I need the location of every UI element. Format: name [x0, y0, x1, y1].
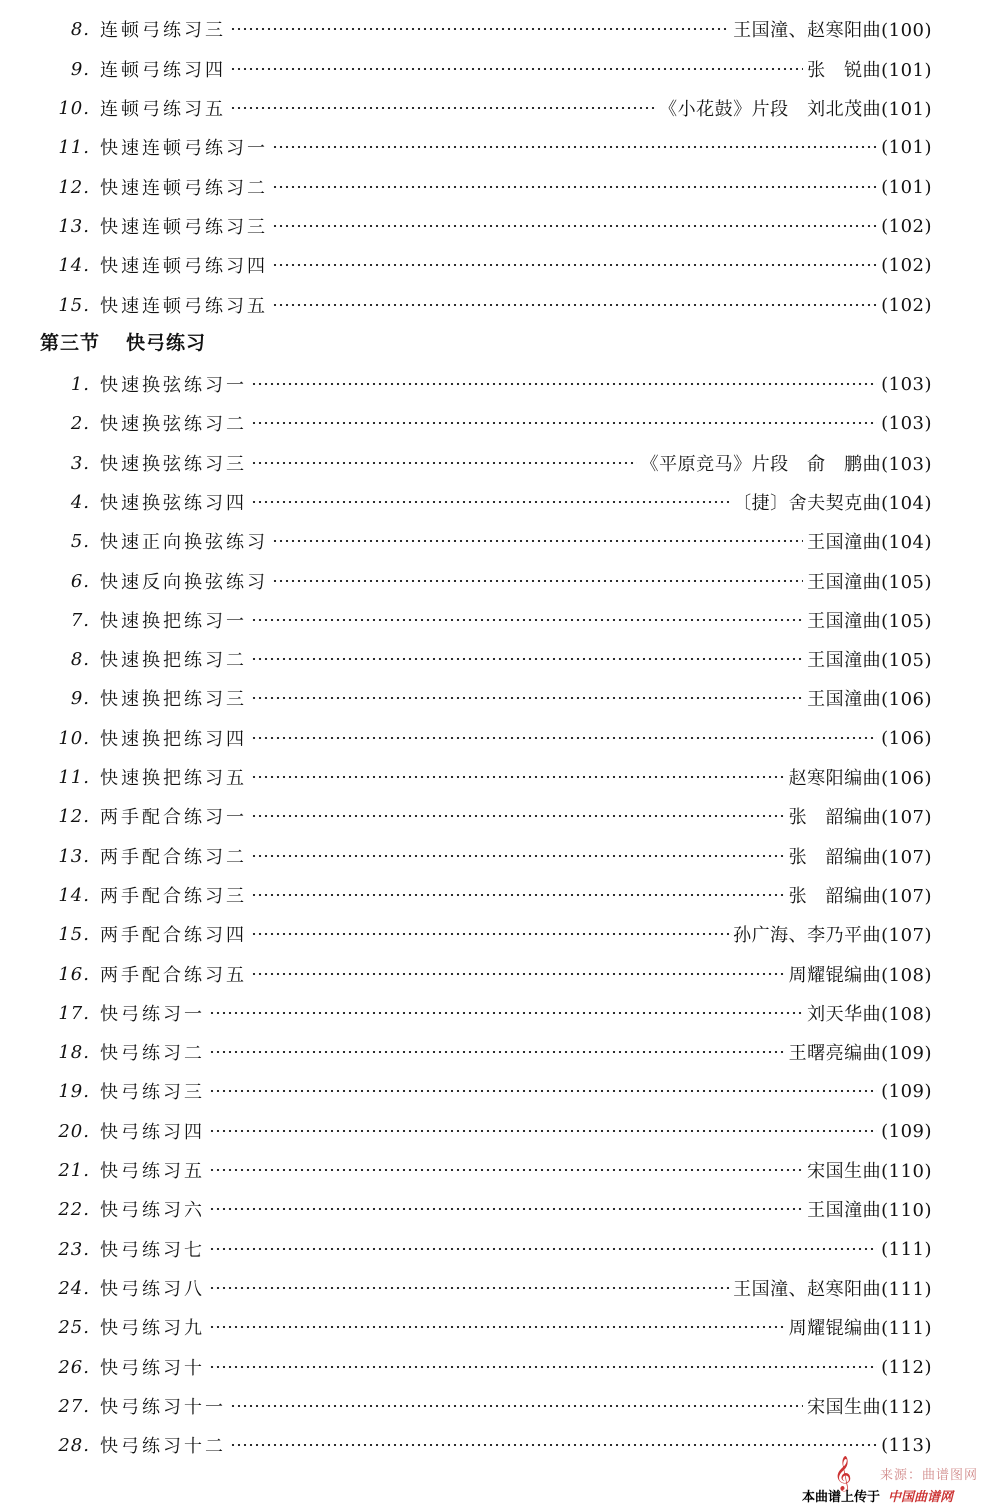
- entry-composer-page: 周耀锟编曲(108): [788, 965, 932, 986]
- entry-number: 27.: [58, 1395, 90, 1417]
- leader-dots: [251, 737, 877, 739]
- entry-title: 快速换弦练习三: [100, 454, 247, 475]
- toc-entry[interactable]: [0, 487, 992, 517]
- entry-number: 16.: [58, 963, 90, 985]
- leader-dots: [272, 186, 877, 188]
- toc-entry[interactable]: [0, 408, 992, 438]
- section-title: 快弓练习: [126, 332, 207, 354]
- entry-title: 两手配合练习一: [100, 807, 247, 828]
- leader-dots: [251, 697, 803, 699]
- entry-title: 连顿弓练习五: [100, 99, 226, 120]
- entry-composer-page: (112): [881, 1356, 932, 1378]
- entry-title: 快速换弦练习二: [100, 414, 247, 435]
- entry-title: 快速换把练习二: [100, 650, 247, 671]
- toc-entry[interactable]: [0, 880, 992, 910]
- entry-composer-page: 王国潼曲(106): [807, 689, 932, 710]
- entry-number: 12.: [58, 176, 90, 198]
- toc-entry[interactable]: [0, 1352, 992, 1382]
- leader-dots: [272, 146, 877, 148]
- leader-dots: [209, 1208, 803, 1210]
- entry-title: 快速连顿弓练习二: [100, 178, 268, 199]
- entry-title: 两手配合练习三: [100, 886, 247, 907]
- entry-number: 8.: [70, 648, 90, 670]
- entry-number: 9.: [70, 687, 90, 709]
- entry-composer-page: 周耀锟编曲(111): [788, 1318, 932, 1339]
- entry-number: 23.: [58, 1238, 90, 1260]
- entry-title: 快弓练习三: [100, 1082, 205, 1103]
- entry-number: 11.: [58, 136, 90, 158]
- leader-dots: [251, 933, 729, 935]
- entry-composer-page: 王国潼曲(104): [807, 532, 932, 553]
- leader-dots: [272, 580, 803, 582]
- entry-number: 18.: [58, 1041, 90, 1063]
- entry-title: 连顿弓练习四: [100, 60, 226, 81]
- entry-number: 28.: [58, 1434, 90, 1456]
- entry-composer-page: 张 锐曲(101): [807, 60, 932, 81]
- entry-composer-page: 张 韶编曲(107): [788, 847, 932, 868]
- entry-title: 快弓练习四: [100, 1122, 205, 1143]
- entry-composer-page: (113): [881, 1434, 932, 1456]
- entry-composer-page: 王国潼曲(110): [807, 1200, 932, 1221]
- entry-title: 快弓练习五: [100, 1161, 205, 1182]
- entry-composer-page: 宋国生曲(112): [807, 1397, 932, 1418]
- entry-composer-page: 王国潼、赵寒阳曲(100): [733, 20, 932, 41]
- entry-composer-page: 王曙亮编曲(109): [788, 1043, 932, 1064]
- entry-number: 1.: [70, 373, 90, 395]
- leader-dots: [251, 619, 803, 621]
- leader-dots: [251, 815, 785, 817]
- entry-composer-page: (102): [881, 294, 932, 316]
- leader-dots: [230, 1405, 803, 1407]
- entry-composer-page: (101): [881, 136, 932, 158]
- watermark: [800, 1456, 990, 1510]
- leader-dots: [209, 1366, 877, 1368]
- entry-title: 两手配合练习五: [100, 965, 247, 986]
- watermark-site: 中国曲谱网: [888, 1490, 954, 1505]
- entry-number: 26.: [58, 1356, 90, 1378]
- entry-title: 快弓练习十: [100, 1358, 205, 1379]
- toc-entry[interactable]: [0, 801, 992, 831]
- entry-composer-page: (102): [881, 215, 932, 237]
- toc-entry[interactable]: [0, 1194, 992, 1224]
- entry-number: 7.: [70, 609, 90, 631]
- entry-composer-page: (102): [881, 254, 932, 276]
- entry-title: 连顿弓练习三: [100, 20, 226, 41]
- entry-number: 21.: [58, 1159, 90, 1181]
- toc-entry[interactable]: [0, 683, 992, 713]
- watermark-text: 本曲谱上传于: [802, 1490, 881, 1505]
- entry-number: 14.: [58, 254, 90, 276]
- entry-composer-page: (106): [881, 727, 932, 749]
- entry-number: 11.: [58, 766, 90, 788]
- toc-entry[interactable]: [0, 762, 992, 792]
- entry-title: 快速连顿弓练习五: [100, 296, 268, 317]
- toc-entry[interactable]: [0, 1391, 992, 1421]
- entry-composer-page: 〔捷〕舍夫契克曲(104): [733, 493, 932, 514]
- entry-composer-page: 王国潼、赵寒阳曲(111): [733, 1279, 932, 1300]
- entry-number: 25.: [58, 1316, 90, 1338]
- toc-entry[interactable]: [0, 644, 992, 674]
- leader-dots: [251, 422, 877, 424]
- toc-entry[interactable]: [0, 369, 992, 399]
- leader-dots: [251, 658, 803, 660]
- toc-entry[interactable]: [0, 14, 992, 44]
- leader-dots: [230, 28, 729, 30]
- entry-title: 快速换把练习五: [100, 768, 247, 789]
- toc-entry[interactable]: [0, 250, 992, 280]
- entry-title: 快弓练习十二: [100, 1436, 226, 1457]
- entry-number: 6.: [70, 570, 90, 592]
- leader-dots: [272, 540, 803, 542]
- leader-dots: [230, 68, 803, 70]
- entry-title: 快弓练习十一: [100, 1397, 226, 1418]
- entry-number: 10.: [58, 97, 90, 119]
- entry-composer-page: 王国潼曲(105): [807, 611, 932, 632]
- entry-number: 10.: [58, 727, 90, 749]
- entry-number: 14.: [58, 884, 90, 906]
- entry-title: 快弓练习六: [100, 1200, 205, 1221]
- entry-composer-page: (101): [881, 176, 932, 198]
- leader-dots: [251, 894, 785, 896]
- entry-composer-page: (109): [881, 1080, 932, 1102]
- entry-composer-page: (109): [881, 1120, 932, 1142]
- entry-composer-page: (103): [881, 412, 932, 434]
- entry-title: 两手配合练习二: [100, 847, 247, 868]
- toc-entry[interactable]: [0, 290, 992, 320]
- leader-dots: [209, 1090, 877, 1092]
- watermark-source: 来源：曲谱图网: [879, 1468, 978, 1483]
- leader-dots: [272, 304, 877, 306]
- entry-number: 2.: [70, 412, 90, 434]
- toc-entry[interactable]: [0, 1037, 992, 1067]
- entry-number: 15.: [58, 294, 90, 316]
- entry-composer-page: (111): [881, 1238, 932, 1260]
- entry-title: 快速连顿弓练习四: [100, 256, 268, 277]
- section-heading: [40, 328, 232, 355]
- toc-entry[interactable]: [0, 959, 992, 989]
- leader-dots: [272, 225, 877, 227]
- leader-dots: [209, 1051, 785, 1053]
- leader-dots: [209, 1130, 877, 1132]
- entry-number: 24.: [58, 1277, 90, 1299]
- toc-entry[interactable]: [0, 1076, 992, 1106]
- leader-dots: [251, 776, 785, 778]
- leader-dots: [209, 1248, 877, 1250]
- toc-entry[interactable]: [0, 1312, 992, 1342]
- toc-entry[interactable]: [0, 841, 992, 871]
- entry-composer-page: 王国潼曲(105): [807, 650, 932, 671]
- leader-dots: [230, 1444, 877, 1446]
- toc-entry[interactable]: [0, 1273, 992, 1303]
- entry-number: 22.: [58, 1198, 90, 1220]
- entry-composer-page: 宋国生曲(110): [807, 1161, 932, 1182]
- section-number: 第三节: [40, 332, 101, 354]
- toc-entry[interactable]: [0, 211, 992, 241]
- entry-title: 快速换把练习一: [100, 611, 247, 632]
- toc-entry[interactable]: [0, 605, 992, 635]
- entry-title: 快弓练习八: [100, 1279, 205, 1300]
- entry-number: 13.: [58, 215, 90, 237]
- entry-title: 快速连顿弓练习一: [100, 138, 268, 159]
- entry-number: 13.: [58, 845, 90, 867]
- entry-number: 5.: [70, 530, 90, 552]
- toc-entry[interactable]: [0, 998, 992, 1028]
- entry-number: 8.: [70, 18, 90, 40]
- toc-entry[interactable]: [0, 1234, 992, 1264]
- toc-entry[interactable]: [0, 448, 992, 478]
- entry-composer-page: 《平原竞马》片段 俞 鹏曲(103): [640, 454, 932, 475]
- toc-entry[interactable]: [0, 526, 992, 556]
- entry-number: 15.: [58, 923, 90, 945]
- leader-dots: [251, 383, 877, 385]
- toc-entry[interactable]: [0, 566, 992, 596]
- leader-dots: [230, 107, 655, 109]
- entry-title: 快速连顿弓练习三: [100, 217, 268, 238]
- entry-title: 快弓练习九: [100, 1318, 205, 1339]
- leader-dots: [209, 1169, 803, 1171]
- toc-entry[interactable]: [0, 1155, 992, 1185]
- entry-number: 17.: [58, 1002, 90, 1024]
- treble-clef-icon: 𝄞: [834, 1456, 852, 1491]
- entry-title: 快弓练习二: [100, 1043, 205, 1064]
- toc-entry[interactable]: [0, 93, 992, 123]
- entry-title: 两手配合练习四: [100, 925, 247, 946]
- toc-entry[interactable]: [0, 132, 992, 162]
- entry-number: 19.: [58, 1080, 90, 1102]
- leader-dots: [272, 264, 877, 266]
- entry-number: 4.: [70, 491, 90, 513]
- leader-dots: [251, 855, 785, 857]
- entry-title: 快速正向换弦练习: [100, 532, 268, 553]
- entry-composer-page: 赵寒阳编曲(106): [788, 768, 932, 789]
- entry-composer-page: 《小花鼓》片段 刘北茂曲(101): [659, 99, 932, 120]
- entry-title: 快速换弦练习四: [100, 493, 247, 514]
- entry-number: 3.: [70, 452, 90, 474]
- toc-entry[interactable]: [0, 1116, 992, 1146]
- entry-title: 快速换弦练习一: [100, 375, 247, 396]
- entry-composer-page: 张 韶编曲(107): [788, 886, 932, 907]
- leader-dots: [251, 462, 637, 464]
- toc-entry[interactable]: [0, 172, 992, 202]
- entry-title: 快速反向换弦练习: [100, 572, 268, 593]
- entry-number: 9.: [70, 58, 90, 80]
- entry-title: 快弓练习七: [100, 1240, 205, 1261]
- entry-title: 快速换把练习三: [100, 689, 247, 710]
- leader-dots: [209, 1287, 729, 1289]
- entry-composer-page: 孙广海、李乃平曲(107): [733, 925, 932, 946]
- leader-dots: [209, 1012, 803, 1014]
- toc-entry[interactable]: [0, 919, 992, 949]
- entry-title: 快速换把练习四: [100, 729, 247, 750]
- entry-composer-page: 刘天华曲(108): [807, 1004, 932, 1025]
- entry-number: 12.: [58, 805, 90, 827]
- leader-dots: [251, 973, 785, 975]
- entry-number: 20.: [58, 1120, 90, 1142]
- entry-composer-page: (103): [881, 373, 932, 395]
- toc-entry[interactable]: [0, 54, 992, 84]
- leader-dots: [251, 501, 729, 503]
- entry-composer-page: 张 韶编曲(107): [788, 807, 932, 828]
- toc-entry[interactable]: [0, 723, 992, 753]
- entry-title: 快弓练习一: [100, 1004, 205, 1025]
- entry-composer-page: 王国潼曲(105): [807, 572, 932, 593]
- leader-dots: [209, 1326, 785, 1328]
